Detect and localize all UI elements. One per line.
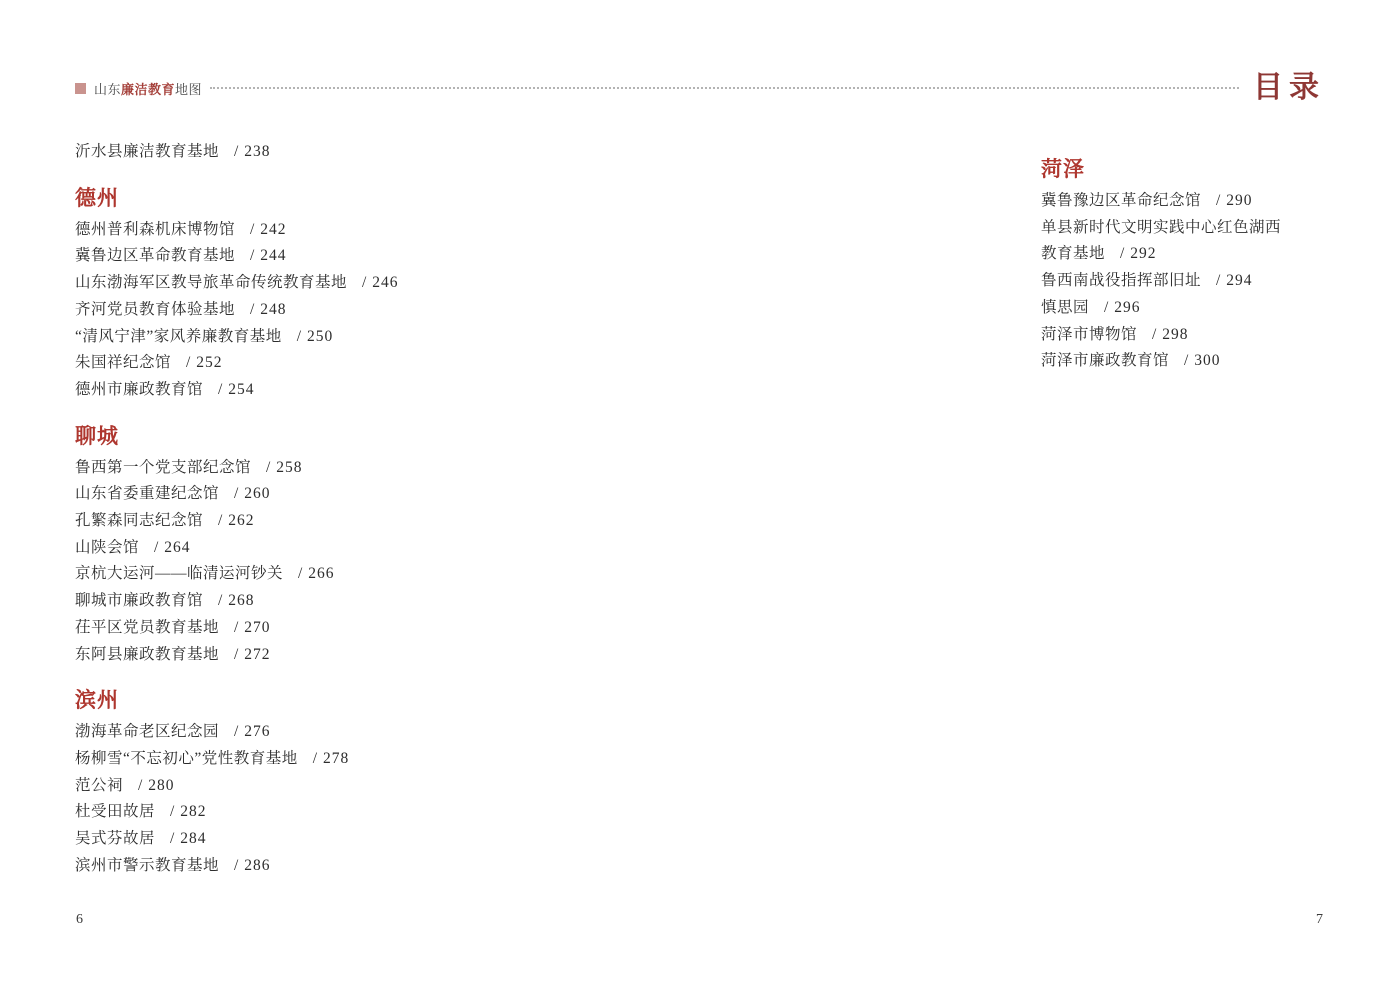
- toc-entry: [75, 853, 398, 880]
- toc-entry: [75, 377, 398, 404]
- toc-entry-title: 山陕会馆: [75, 538, 140, 556]
- toc-entry-page: / 268: [218, 592, 255, 610]
- book-title-prefix: 山东: [94, 81, 122, 97]
- toc-entry-page: / 290: [1216, 192, 1253, 209]
- page-number-right: 7: [1316, 912, 1323, 927]
- toc-entry-title: 滨州市警示教育基地: [75, 856, 220, 874]
- toc-entry: [75, 350, 398, 377]
- left-column: [75, 139, 398, 879]
- toc-entry: [1041, 348, 1281, 375]
- toc-entry: [75, 773, 398, 800]
- section-heading-dezhou: 德州: [75, 186, 119, 210]
- toc-entry-page: / 294: [1216, 272, 1253, 290]
- toc-entry-page: / 292: [1120, 245, 1157, 263]
- toc-entry-title: 茌平区党员教育基地: [75, 618, 220, 636]
- toc-entry: [75, 561, 398, 588]
- toc-entry: [75, 508, 398, 535]
- toc-entry-page: / 282: [170, 803, 207, 821]
- toc-entry-page: / 264: [154, 538, 191, 556]
- dotted-leader-line: [210, 87, 1239, 89]
- toc-entry-title: 杨柳雪“不忘初心”党性教育基地: [75, 749, 298, 767]
- toc-entry-title: 吴式芬故居: [75, 830, 156, 848]
- toc-entry-title: 菏泽市博物馆: [1041, 325, 1138, 343]
- toc-entry: [1041, 188, 1281, 215]
- toc-entry-page: / 278: [312, 749, 350, 767]
- toc-entry-page: / 238: [234, 143, 271, 160]
- toc-entry-page: / 276: [234, 723, 271, 741]
- toc-entry-title: 渤海革命老区纪念园: [75, 723, 220, 741]
- section-heading-heze: 菏泽: [1041, 158, 1085, 181]
- book-title-suffix: 地图: [175, 81, 203, 97]
- toc-entry-page: / 280: [138, 776, 175, 794]
- toc-entry-title: 杜受田故居: [75, 803, 156, 821]
- toc-entry-title: 齐河党员教育体验基地: [75, 300, 236, 318]
- toc-entry: [75, 139, 398, 166]
- toc-entry-title: 冀鲁边区革命教育基地: [75, 247, 236, 265]
- toc-entry-page: / 244: [250, 247, 287, 265]
- toc-entry-page: / 262: [218, 512, 255, 530]
- toc-entry: [75, 217, 398, 244]
- toc-entry-title: 冀鲁豫边区革命纪念馆: [1041, 192, 1202, 209]
- toc-entry: [1041, 241, 1281, 268]
- toc-entry: [75, 297, 398, 324]
- toc-entry-title: 聊城市廉政教育馆: [75, 592, 204, 610]
- toc-entry-page: / 300: [1184, 352, 1221, 370]
- toc-entry-title: 教育基地: [1041, 245, 1106, 263]
- toc-entry: [75, 270, 398, 297]
- book-title: [94, 79, 202, 98]
- toc-entry: [1041, 215, 1281, 242]
- toc-entry-title: 鲁西南战役指挥部旧址: [1041, 272, 1202, 290]
- toc-entry-title: 慎思园: [1041, 298, 1090, 316]
- toc-entry-page: / 246: [362, 274, 399, 292]
- toc-entry-page: / 272: [234, 645, 271, 663]
- toc-entry: [75, 799, 398, 826]
- toc-entry-page: / 296: [1104, 298, 1141, 316]
- toc-entry-page: / 260: [234, 485, 271, 503]
- toc-entry: [75, 455, 398, 482]
- toc-entry-page: / 266: [298, 565, 335, 583]
- toc-entry-title: 东阿县廉政教育基地: [75, 645, 220, 663]
- toc-entry-page: / 258: [266, 458, 303, 476]
- toc-entry-page: / 284: [170, 830, 207, 848]
- toc-entry-page: / 254: [218, 380, 255, 398]
- toc-entry: [75, 615, 398, 642]
- toc-entry-title: 德州普利森机床博物馆: [75, 220, 236, 238]
- toc-entry-page: / 242: [250, 220, 287, 238]
- toc-entry: [75, 324, 398, 351]
- toc-entry-title: 孔繁森同志纪念馆: [75, 512, 204, 530]
- toc-entry-page: / 252: [186, 354, 223, 372]
- toc-entry-title: “清风宁津”家风养廉教育基地: [75, 327, 282, 345]
- toc-entry: [75, 481, 398, 508]
- toc-entry-page: / 298: [1152, 325, 1189, 343]
- toc-entry-title: 京杭大运河——临清运河钞关: [75, 565, 284, 583]
- toc-entry-title: 山东省委重建纪念馆: [75, 485, 220, 503]
- toc-entry-page: / 250: [296, 327, 334, 345]
- header-square-icon: [75, 83, 86, 94]
- toc-entry-title: 朱国祥纪念馆: [75, 354, 172, 372]
- book-title-highlight: 廉洁教育: [121, 81, 176, 97]
- toc-entry: [1041, 322, 1281, 349]
- toc-entry: [75, 746, 398, 773]
- toc-entry-page: / 248: [250, 300, 287, 318]
- toc-entry: [75, 535, 398, 562]
- toc-entry-page: / 286: [234, 856, 271, 874]
- running-header: [75, 68, 1325, 108]
- toc-entry: [75, 719, 398, 746]
- toc-entry: [75, 588, 398, 615]
- toc-entry-page: / 270: [234, 618, 271, 636]
- toc-entry: [75, 642, 398, 669]
- toc-entry: [75, 243, 398, 270]
- right-column: [1041, 137, 1281, 375]
- toc-entry: [1041, 268, 1281, 295]
- toc-entry-title: 单县新时代文明实践中心红色湖西: [1041, 218, 1282, 236]
- toc-entry-title: 范公祠: [75, 776, 124, 794]
- toc-entry-title: 德州市廉政教育馆: [75, 380, 204, 398]
- page-title: 目录: [1253, 71, 1325, 104]
- toc-entry: [1041, 295, 1281, 322]
- page-number-left: 6: [76, 912, 83, 927]
- toc-entry-title: 菏泽市廉政教育馆: [1041, 352, 1170, 370]
- section-heading-liaocheng: 聊城: [75, 424, 119, 448]
- toc-entry: [75, 826, 398, 853]
- toc-entry-title: 鲁西第一个党支部纪念馆: [75, 458, 252, 476]
- toc-entry-title: 山东渤海军区教导旅革命传统教育基地: [75, 274, 348, 292]
- section-heading-binzhou: 滨州: [75, 689, 119, 713]
- toc-entry-title: 沂水县廉洁教育基地: [75, 143, 220, 160]
